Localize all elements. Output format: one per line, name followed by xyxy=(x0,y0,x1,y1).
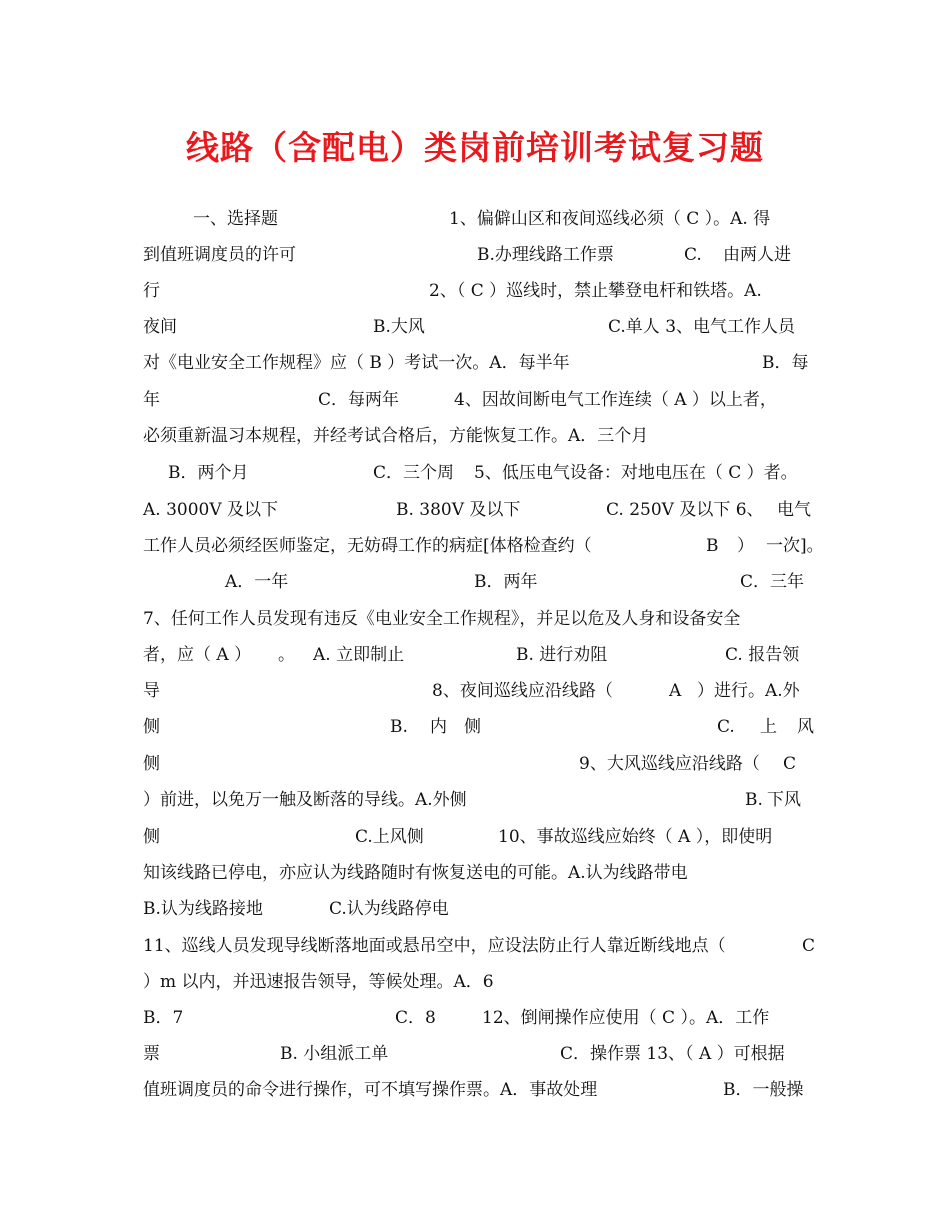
text-segment: ）前进，以免万一触及断落的导线。A.外侧 xyxy=(143,790,467,810)
text-segment: ）m 以内，并迅速报告领导，等候处理。A．6 xyxy=(143,972,494,992)
text-segment: 对《电业安全工作规程》应（ B ）考试一次。A．每半年 xyxy=(143,353,570,373)
text-segment: A. 立即制止 xyxy=(313,645,405,665)
text-line xyxy=(143,602,811,636)
text-segment: 行 xyxy=(143,281,160,301)
text-line xyxy=(143,274,811,308)
text-segment: 夜间 xyxy=(143,317,177,337)
text-segment: C. 报告领 xyxy=(725,645,800,665)
text-segment: A. 3000V 及以下 xyxy=(143,500,279,520)
text-line xyxy=(143,965,811,999)
text-segment: 侧 xyxy=(464,717,481,737)
text-segment: 由两人进 xyxy=(723,245,791,265)
text-segment: 4、因故间断电气工作连续（ A ）以上者， xyxy=(454,390,777,410)
text-segment: C．三个周 xyxy=(373,463,455,483)
text-segment: C．8 xyxy=(395,1008,436,1028)
text-segment: 侧 xyxy=(143,717,160,737)
text-line xyxy=(143,892,811,926)
text-segment: 上 xyxy=(760,717,777,737)
text-segment: C.单人 3、电气工作人员 xyxy=(608,317,796,337)
text-line xyxy=(143,346,811,380)
text-segment: B. 380V 及以下 xyxy=(396,500,521,520)
text-segment: B. xyxy=(745,790,763,810)
text-line xyxy=(143,929,816,963)
text-segment: C. xyxy=(684,245,702,265)
text-segment: A xyxy=(669,681,682,701)
text-line xyxy=(143,674,811,708)
text-segment: C xyxy=(783,754,797,774)
text-segment: 工作人员必须经医师鉴定，无妨碍工作的病症[体格检查约（ xyxy=(143,536,592,556)
text-line xyxy=(143,565,811,599)
text-segment: C．每两年 xyxy=(318,390,400,410)
text-segment: 一、选择题 xyxy=(193,209,278,229)
text-segment: 10、事故巡线应始终（ A ），即使明 xyxy=(498,827,773,847)
text-segment: 者，应（ A ） xyxy=(143,645,252,665)
text-segment: B xyxy=(706,536,719,556)
text-segment: 2、（ C ）巡线时，禁止攀登电杆和铁塔。A. xyxy=(429,281,762,301)
text-line xyxy=(143,419,811,453)
text-segment: B．两年 xyxy=(474,572,538,592)
text-segment: B．两个月 xyxy=(168,463,249,483)
text-line xyxy=(143,202,811,236)
text-segment: 8、夜间巡线应沿线路（ xyxy=(432,681,613,701)
text-segment: B．每 xyxy=(762,353,809,373)
text-segment: A．一年 xyxy=(225,572,289,592)
text-line xyxy=(143,856,811,890)
text-segment: 风 xyxy=(797,717,814,737)
text-segment: 电气 xyxy=(777,500,811,520)
text-segment: 12、倒闸操作应使用（ C ）。A．工作 xyxy=(482,1008,770,1028)
text-line xyxy=(143,1073,811,1107)
text-segment: B．一般操 xyxy=(723,1080,804,1100)
text-segment: 7、任何工作人员发现有违反《电业安全工作规程》，并足以危及人身和设备安全 xyxy=(143,609,741,629)
text-segment: 一次]。 xyxy=(766,536,824,556)
text-segment: C.上风侧 xyxy=(355,827,424,847)
text-line xyxy=(143,747,811,781)
text-segment: B. xyxy=(390,717,408,737)
text-segment: C xyxy=(802,936,816,956)
text-segment: 内 xyxy=(430,717,447,737)
text-line xyxy=(143,238,811,272)
text-segment: 票 xyxy=(143,1044,160,1064)
text-segment: 必须重新温习本规程，并经考试合格后，方能恢复工作。A．三个月 xyxy=(143,426,649,446)
text-segment: 到值班调度员的许可 xyxy=(143,245,296,265)
text-line xyxy=(143,456,811,490)
document-title: 线路（含配电）类岗前培训考试复习题 xyxy=(186,128,764,167)
text-segment: 年 xyxy=(143,390,160,410)
text-line xyxy=(143,1001,811,1035)
text-segment: B. 小组派工单 xyxy=(280,1044,389,1064)
text-line xyxy=(143,783,811,817)
text-segment: C．操作票 13、（ A ）可根据 xyxy=(560,1044,785,1064)
text-segment: C.认为线路停电 xyxy=(329,899,449,919)
text-segment: ） xyxy=(737,536,754,556)
text-segment: 导 xyxy=(143,681,160,701)
text-segment: 值班调度员的命令进行操作，可不填写操作票。A．事故处理 xyxy=(143,1080,598,1100)
text-segment: 。 xyxy=(278,645,295,665)
text-segment: ）进行。A.外 xyxy=(697,681,800,701)
text-segment: C．三年 xyxy=(740,572,805,592)
text-line xyxy=(143,638,811,672)
text-segment: 5、低压电气设备：对地电压在（ C ）者。 xyxy=(474,463,798,483)
text-segment: B.认为线路接地 xyxy=(143,899,263,919)
text-line xyxy=(143,383,811,417)
text-segment: 下风 xyxy=(767,790,801,810)
text-line xyxy=(143,710,814,744)
text-segment: B. 进行劝阻 xyxy=(516,645,608,665)
text-segment: 侧 xyxy=(143,754,160,774)
text-line xyxy=(143,529,824,563)
text-line xyxy=(143,1037,811,1071)
text-segment: B．7 xyxy=(143,1008,184,1028)
text-segment: C. 250V 及以下 6、 xyxy=(606,500,764,520)
text-segment: 侧 xyxy=(143,827,160,847)
text-segment: C. xyxy=(717,717,735,737)
text-line xyxy=(143,310,811,344)
text-segment: 1、偏僻山区和夜间巡线必须（ C ）。A. 得 xyxy=(449,209,771,229)
text-line xyxy=(143,820,811,854)
text-segment: B.大风 xyxy=(373,317,425,337)
text-segment: 11、巡线人员发现导线断落地面或悬吊空中，应设法防止行人靠近断线地点（ xyxy=(143,936,726,956)
text-segment: 9、大风巡线应沿线路（ xyxy=(579,754,760,774)
text-line xyxy=(143,493,811,527)
text-segment: 知该线路已停电，亦应认为线路随时有恢复送电的可能。A.认为线路带电 xyxy=(143,863,688,883)
text-segment: B.办理线路工作票 xyxy=(477,245,614,265)
